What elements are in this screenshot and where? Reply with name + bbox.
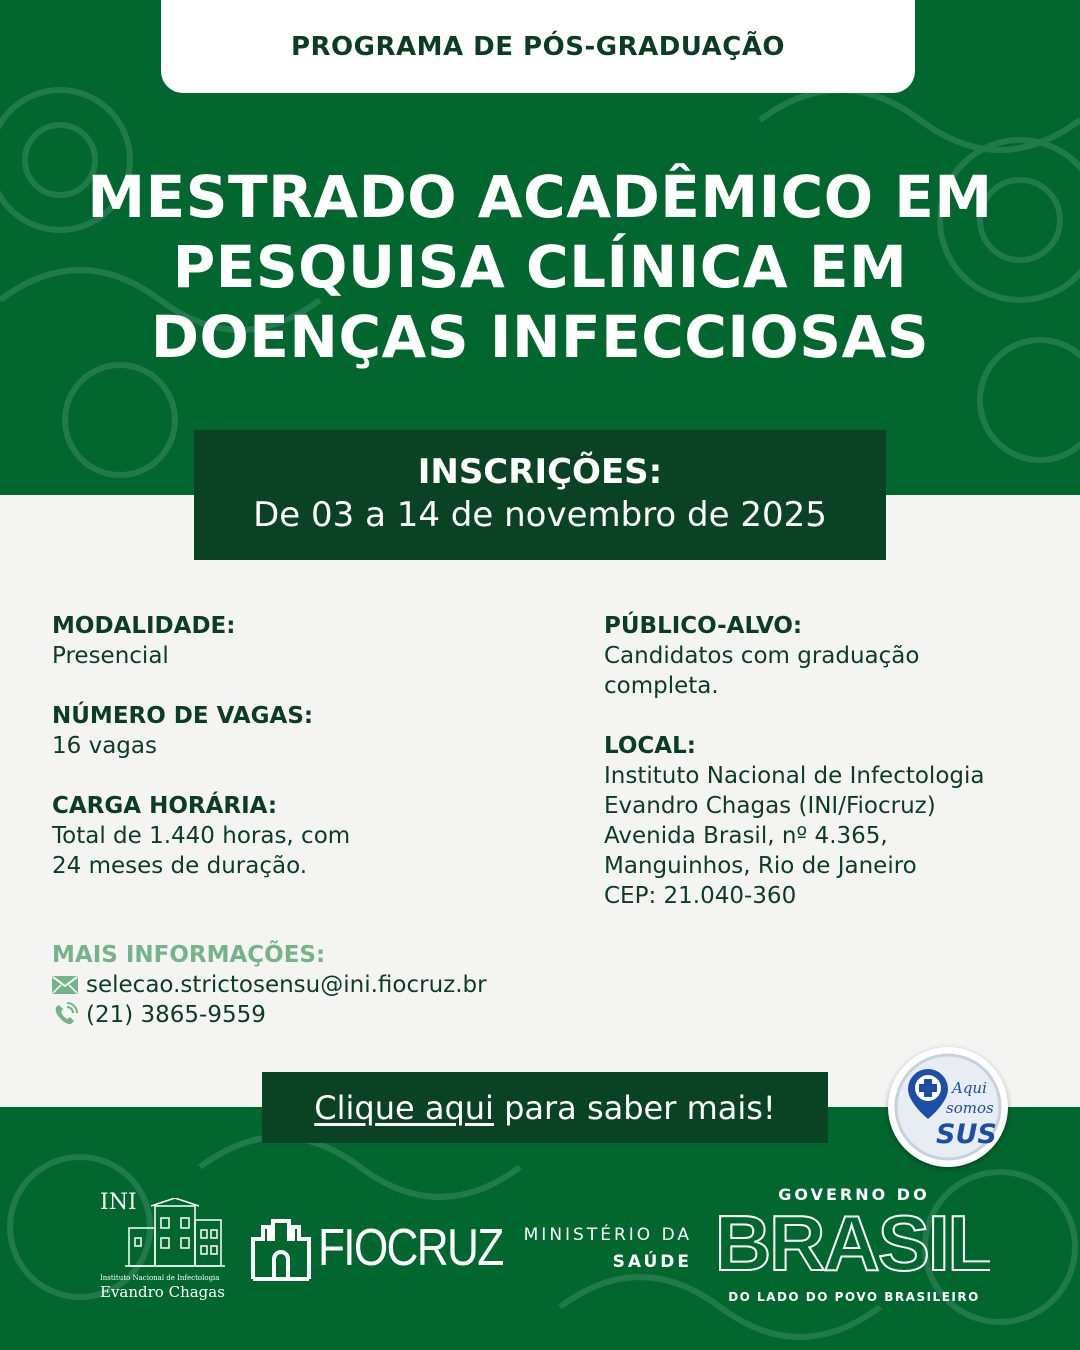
cta-text: para saber mais!: [493, 1088, 776, 1127]
right-info-column: [604, 611, 1044, 941]
vagas-label: NÚMERO DE VAGAS:: [52, 703, 314, 729]
brasil-text: BRASIL: [718, 1204, 990, 1280]
sus-badge: [888, 1047, 1008, 1167]
sus-line-1: Aqui: [952, 1079, 987, 1097]
governo-line-3: DO LADO DO POVO BRASILEIRO: [728, 1290, 980, 1304]
ministerio-logo: [510, 1222, 692, 1276]
phone-row: [52, 1000, 487, 1030]
publico-line-2: completa.: [604, 673, 719, 699]
local-line-3: Avenida Brasil, nº 4.365,: [604, 823, 888, 849]
carga-line-2: 24 meses de duração.: [52, 853, 308, 879]
modalidade-block: [52, 611, 552, 671]
vagas-value: 16 vagas: [52, 733, 157, 759]
email-row: [52, 970, 487, 1000]
sus-logo-icon: [888, 1047, 1008, 1167]
local-line-5: CEP: 21.040-360: [604, 883, 797, 909]
carga-block: [52, 791, 552, 881]
local-label: LOCAL:: [604, 733, 696, 759]
ini-name-line-2: Evandro Chagas: [100, 1283, 225, 1301]
program-label: PROGRAMA DE PÓS-GRADUAÇÃO: [290, 31, 786, 62]
sus-line-2: somos: [946, 1099, 994, 1117]
registration-box: [194, 430, 886, 560]
publico-label: PÚBLICO-ALVO:: [604, 613, 803, 639]
fiocruz-logo: [250, 1210, 535, 1285]
carga-line-1: Total de 1.440 horas, com: [52, 823, 351, 849]
page-title: [40, 162, 1040, 372]
ini-building-icon: [125, 1198, 225, 1270]
local-line-2: Evandro Chagas (INI/Fiocruz): [604, 793, 936, 819]
ini-logo: [95, 1188, 230, 1300]
ministerio-line-2: SAÚDE: [612, 1252, 692, 1272]
sus-line-3: SUS: [936, 1119, 997, 1150]
carga-label: CARGA HORÁRIA:: [52, 793, 278, 819]
footer-logos: [0, 1180, 1080, 1310]
ini-acronym: INI: [100, 1190, 137, 1215]
left-info-column: [52, 611, 552, 911]
fiocruz-castle-icon: [250, 1215, 312, 1281]
modalidade-label: MODALIDADE:: [52, 613, 236, 639]
registration-label: INSCRIÇÕES:: [417, 452, 663, 492]
governo-logo: [718, 1185, 990, 1304]
contact-block: [52, 940, 487, 1030]
brasil-wordmark: [718, 1204, 990, 1280]
local-line-4: Manguinhos, Rio de Janeiro: [604, 853, 917, 879]
cta-button[interactable]: [262, 1072, 828, 1143]
local-line-1: Instituto Nacional de Infectologia: [604, 763, 985, 789]
publico-line-1: Candidatos com graduação: [604, 643, 920, 669]
email-link[interactable]: selecao.strictosensu@ini.fiocruz.br: [86, 972, 487, 998]
email-icon: [52, 975, 78, 995]
contact-label: MAIS INFORMAÇÕES:: [52, 942, 326, 968]
phone-number[interactable]: (21) 3865-9559: [86, 1002, 266, 1028]
program-header: [161, 0, 915, 93]
title-line-1: MESTRADO ACADÊMICO EM: [87, 163, 993, 231]
ministerio-line-1: MINISTÉRIO DA: [523, 1225, 692, 1245]
ini-name-line-1: Instituto Nacional de Infectologia: [100, 1274, 220, 1282]
registration-dates: De 03 a 14 de novembro de 2025: [253, 495, 827, 535]
fiocruz-wordmark: FIOCRUZ: [318, 1218, 503, 1277]
local-block: [604, 731, 1044, 911]
phone-icon: [52, 1002, 78, 1028]
modalidade-value: Presencial: [52, 643, 169, 669]
governo-line-1: GOVERNO DO: [778, 1185, 930, 1204]
publico-block: [604, 611, 1044, 701]
cta-link[interactable]: Clique aqui: [314, 1088, 494, 1127]
title-line-2: PESQUISA CLÍNICA EM: [172, 233, 908, 301]
vagas-block: [52, 701, 552, 761]
title-line-3: DOENÇAS INFECCIOSAS: [150, 303, 930, 371]
